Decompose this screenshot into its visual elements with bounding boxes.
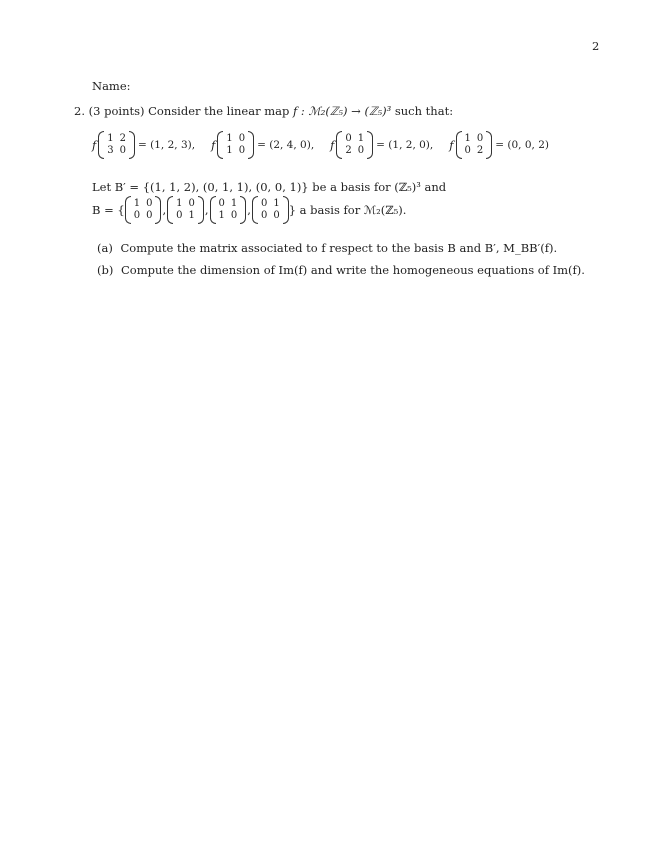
part-b-text: Compute the dimension of Im(f) and write the homogeneous equations of Im(f). [121, 263, 585, 277]
function-symbol: f [211, 138, 216, 152]
equation-3 [330, 133, 433, 157]
part-a-text: Compute the matrix associated to f respect to the basis B and B′, M_BB′(f). [120, 241, 558, 255]
problem-header [74, 104, 453, 118]
equation-matrix: 1 0 1 0 [217, 133, 254, 157]
comma: , [247, 203, 251, 217]
basis-b-suffix: } a basis for ℳ₂(ℤ₅). [288, 203, 407, 217]
part-a-label: (a) [97, 241, 113, 255]
problem-intro: (3 points) Consider the linear map [88, 104, 294, 118]
basis-b-matrix-3: 0 1 1 0 [210, 198, 247, 222]
equation-2 [211, 133, 314, 157]
basis-b-matrix-2: 1 0 0 1 [167, 198, 204, 222]
equation-result: = (0, 0, 2) [495, 139, 549, 151]
name-label: Name: [92, 79, 131, 93]
equations-row [92, 133, 549, 157]
equation-1 [92, 133, 195, 157]
equation-4 [449, 133, 549, 157]
basis-b-matrix-4: 0 1 0 0 [252, 198, 289, 222]
basis-b-matrix-1: 1 0 0 0 [125, 198, 162, 222]
equation-matrix: 0 1 2 0 [336, 133, 373, 157]
map-definition: f : ℳ₂(ℤ₅) → (ℤ₅)³ [293, 104, 392, 118]
part-a [97, 241, 557, 255]
basis-b-line [92, 198, 406, 222]
equation-result: = (2, 4, 0), [257, 139, 315, 151]
equation-matrix: 1 0 0 2 [456, 133, 493, 157]
problem-intro-suffix: such that: [391, 104, 454, 118]
comma: , [204, 203, 209, 217]
equation-result: = (1, 2, 0), [376, 139, 434, 151]
basis-b-prefix: B = { [92, 203, 125, 217]
part-b [97, 263, 585, 277]
part-b-label: (b) [97, 263, 114, 277]
function-symbol: f [92, 138, 97, 152]
function-symbol: f [330, 138, 335, 152]
function-symbol: f [449, 138, 454, 152]
problem-number: 2. [74, 104, 85, 118]
page-number: 2 [592, 39, 600, 53]
comma: , [162, 203, 167, 217]
equation-matrix: 1 2 3 0 [98, 133, 135, 157]
equation-result: = (1, 2, 3), [138, 139, 196, 151]
basis-prime-line: Let B′ = {(1, 1, 2), (0, 1, 1), (0, 0, 1)} be a basis for (ℤ₅)³ and [92, 180, 447, 194]
